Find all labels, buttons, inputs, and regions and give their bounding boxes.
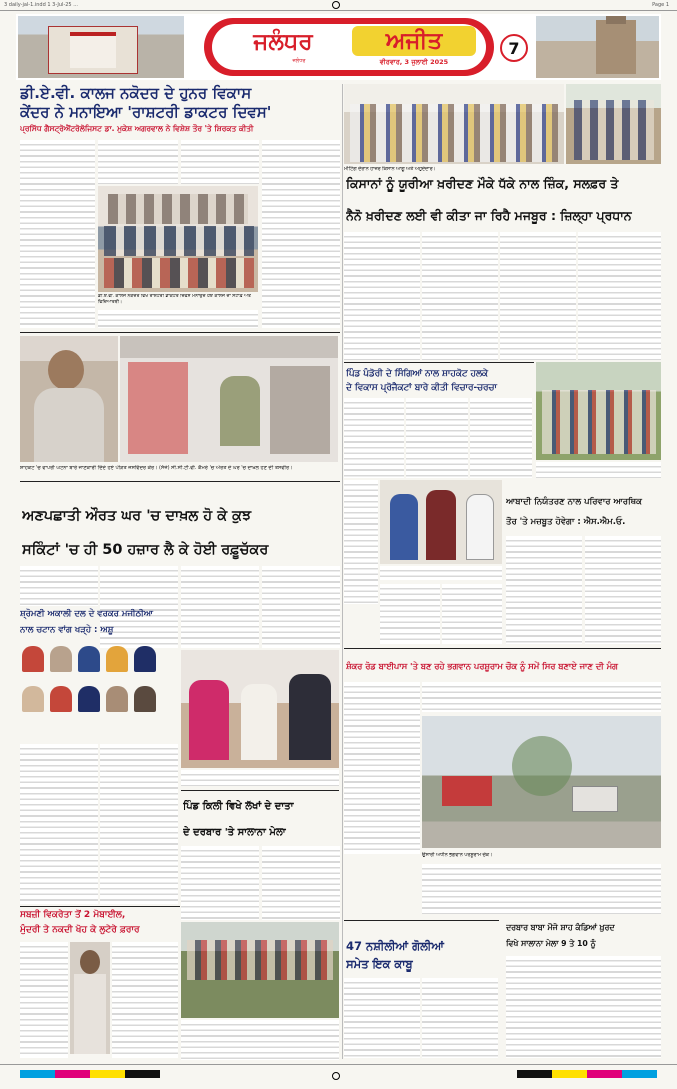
masthead-photo-left (18, 16, 184, 78)
headshot (50, 686, 72, 712)
chowk-body-col1 (344, 682, 420, 854)
dav-body-col2 (98, 140, 178, 184)
theft-headline-line1: ਅਣਪਛਾਤੀ ਔਰਤ ਘਰ 'ਚ ਦਾਖ਼ਲ ਹੋ ਕੇ ਕੁਝ (22, 508, 252, 524)
print-slug: 3 daily-jal-1.indd 1 3-Jul-25 ... (4, 2, 78, 8)
dav-subhead: ਪ੍ਰਸਿੱਧ ਗੈਸਟ੍ਰੋਐਂਟਰੋਲੋਜਿਸਟ ਡਾ. ਮੁਕੇਸ਼ ਅਗਰਵਾਲ ਨੇ ਵਿਸ਼ੇਸ਼ ਤੌਰ 'ਤੇ ਸ਼ਿਰਕਤ ਕੀਤੀ (20, 124, 254, 133)
section-divider (181, 790, 339, 791)
section-divider (20, 481, 340, 482)
cctv-photo (120, 336, 338, 462)
dav-body-col3 (181, 140, 259, 184)
vegetable-body-col2 (112, 942, 178, 1058)
farmers-body-col2 (422, 232, 498, 360)
headshot (22, 686, 44, 712)
theft-photo-caption: ਸ਼ਾਹਕੋਟ 'ਚ ਵਾਪਰੀ ਘਟਨਾ ਬਾਰੇ ਜਾਣਕਾਰੀ ਦਿੰਦੇ ਹੋਏ ਪੀੜਤ ਜਸਵਿੰਦਰ ਕੌਰ। (ਸੱਜੇ) ਸੀ.ਸੀ.ਟੀ.ਵੀ. ਕੈਮਰੇ 'ਚ ਔਰਤ ਦੇ ਘਰ 'ਚ ਦਾਖ਼ਲ ਹੋਣ ਦੀ ਤਸਵੀਰ। (20, 465, 293, 471)
farmers-photo (344, 84, 564, 164)
color-bar (20, 1070, 160, 1078)
dav-body-bottom (98, 310, 258, 328)
akali-body-col1 (20, 744, 98, 904)
theft-headline-line2: ਸਕਿੰਟਾਂ 'ਚ ਹੀ 50 ਹਜ਼ਾਰ ਲੈ ਕੇ ਹੋਈ ਰਫ਼ੂਚੱਕਰ (22, 542, 269, 558)
print-page-ref: Page 1 (652, 2, 669, 8)
vegetable-headline-line2: ਮੁੰਦਰੀ ਤੇ ਨਕਦੀ ਖੋਹ ਕੇ ਲੁਟੇਰੇ ਫ਼ਰਾਰ (20, 925, 140, 935)
vegetable-headline-line1: ਸਬਜ਼ੀ ਵਿਕਰੇਤਾ ਤੋਂ 2 ਮੋਬਾਈਲ, (20, 910, 126, 920)
mela-headline-line2: ਦੇ ਦਰਬਾਰ 'ਤੇ ਸਾਲਾਨਾ ਮੇਲਾ (183, 827, 286, 838)
headshot (106, 646, 128, 672)
dav-body-col1 (20, 140, 95, 328)
farmers-headline-line2: ਨੈਨੋ ਖ਼ਰੀਦਣ ਲਈ ਵੀ ਕੀਤਾ ਜਾ ਰਿਹੈ ਮਜਬੂਰ : ਜ਼ਿਲ੍ਹਾ ਪ੍ਰਧਾਨ (346, 208, 632, 223)
population-body-col1 (506, 536, 582, 644)
prize-caption (181, 770, 339, 786)
mela-body-bottom (181, 1020, 339, 1060)
section-divider (20, 332, 340, 333)
chowk-headline: ਸ਼ੰਕਰ ਰੋਡ ਬਾਈਪਾਸ 'ਤੇ ਬਣ ਰਹੇ ਭਗਵਾਨ ਪਰਸ਼ੂਰਾਮ ਚੌਕ ਨੂੰ ਸਮੇਂ ਸਿਰ ਬਣਾਏ ਜਾਣ ਦੀ ਮੰਗ (346, 661, 618, 671)
baba-headline-line1: ਦਰਬਾਰ ਬਾਬਾ ਮੌਜੋ ਸ਼ਾਹ ਕੰਡਿਆਂ ਖ਼ੁਰਦ (506, 923, 615, 932)
farmers-body-col1 (344, 232, 420, 360)
headshot (78, 646, 100, 672)
print-strip (0, 0, 677, 11)
victim-photo (20, 336, 118, 462)
masthead-city: ਜਲੰਧਰ (253, 28, 313, 55)
baba-body (506, 956, 661, 1058)
color-bar (517, 1070, 657, 1078)
headshot (22, 646, 44, 672)
dav-headline-line2: ਕੇਂਦਰ ਨੇ ਮਨਾਇਆ 'ਰਾਸ਼ਟਰੀ ਡਾਕਟਰ ਦਿਵਸ' (20, 103, 272, 121)
drugs-body-col1 (344, 978, 420, 1058)
punch-body-col3 (470, 398, 532, 478)
meeting-photo-right (536, 362, 661, 460)
dav-photo-caption: ਡੀ.ਏ.ਵੀ. ਕਾਲਜ ਨਕੋਦਰ ਵਿਖੇ ਰਾਸ਼ਟਰੀ ਡਾਕਟਰ ਦਿਵਸ ਮਨਾਉਂਦੇ ਹੋਏ ਕਾਲਜ ਦਾ ਸਟਾਫ਼ ਅਤੇ ਵਿਦਿਆਰਥੀ। (98, 294, 251, 305)
farmers-body-col4 (578, 232, 661, 360)
population-headline-line1: ਆਬਾਦੀ ਨਿਯੰਤਰਣ ਨਾਲ ਪਰਿਵਾਰ ਆਰਥਿਕ (506, 497, 642, 507)
masthead (16, 14, 661, 80)
chowk-photo (422, 716, 661, 848)
section-divider (20, 906, 180, 907)
page-number: 7 (500, 34, 528, 62)
farmers-photo-caption: ਮੀਟਿੰਗ ਦੌਰਾਨ ਹਾਜ਼ਰ ਕਿਸਾਨ ਆਗੂ ਅਤੇ ਅਹੁਦੇਦਾਰ। (344, 167, 436, 172)
akali-headshots (20, 642, 180, 738)
section-divider (344, 362, 534, 363)
registration-mark-icon (332, 1, 340, 9)
vegetable-body-col1 (20, 942, 68, 1058)
masthead-sub: ਜਲੰਧਰ (292, 58, 306, 64)
mela-body-col2 (262, 846, 340, 920)
chowk-photo-caption: ਉਸਾਰੀ ਅਧੀਨ ਭਗਵਾਨ ਪਰਸ਼ੂਰਾਮ ਚੌਕ। (422, 853, 493, 858)
mela-photo (181, 922, 339, 1018)
mela-headline-line1: ਪਿੰਡ ਕਿਲੀ ਵਿਖੇ ਲੱਖਾਂ ਦੇ ਦਾਤਾ (183, 801, 294, 812)
drugs-headline-line1: 47 ਨਸ਼ੀਲੀਆਂ ਗੋਲੀਆਂ (346, 939, 444, 953)
farmers-photo-2 (566, 84, 661, 164)
masthead-photo-right (536, 16, 659, 78)
akali-headline-line1: ਸ਼੍ਰੋਮਣੀ ਅਕਾਲੀ ਦਲ ਦੇ ਵਰਕਰ ਮਜੀਠੀਆ (20, 609, 154, 619)
baba-headline-line2: ਵਿਖੇ ਸਾਲਾਨਾ ਮੇਲਾ 9 ਤੇ 10 ਨੂੰ (506, 939, 596, 948)
punch-body-col2 (406, 398, 468, 478)
farmers-body-col3 (500, 232, 576, 360)
office-body-col2 (442, 584, 502, 644)
meeting-photo-caption (536, 462, 661, 478)
population-headline-line2: ਤੌਰ 'ਤੇ ਮਜ਼ਬੂਤ ਹੋਵੇਗਾ : ਐਸ.ਐਮ.ਓ. (506, 517, 626, 527)
headshot (134, 686, 156, 712)
theft-body-col3 (181, 566, 259, 648)
masthead-paper-name: ਅਜੀਤ (385, 27, 443, 54)
headshot (106, 686, 128, 712)
prize-photo (181, 650, 339, 768)
masthead-date: ਵੀਰਵਾਰ, 3 ਜੁਲਾਈ 2025 (379, 58, 449, 66)
dav-group-photo (98, 186, 258, 292)
population-body-col2 (585, 536, 661, 644)
chowk-body-top (422, 682, 661, 712)
office-body-col1 (380, 584, 440, 644)
farmers-headline-line1: ਕਿਸਾਨਾਂ ਨੂੰ ਯੂਰੀਆ ਖ਼ਰੀਦਣ ਮੌਕੇ ਧੱਕੇ ਨਾਲ ਜ਼ਿੰਕ, ਸਲਫ਼ਰ ਤੇ (346, 176, 619, 191)
office-meeting-caption (380, 566, 502, 580)
headshot (50, 646, 72, 672)
dav-body-col4 (262, 140, 340, 328)
chowk-body-bottom (422, 864, 661, 914)
column-divider (342, 84, 343, 1059)
akali-body-col2 (100, 744, 178, 904)
headshot (78, 686, 100, 712)
registration-mark-icon (332, 1072, 340, 1080)
vegetable-vendor-photo (70, 942, 110, 1054)
meeting-body-side (344, 480, 378, 604)
masthead-logo (204, 18, 494, 76)
theft-body-col1 (20, 566, 98, 606)
headshot (134, 646, 156, 672)
office-meeting-photo (380, 480, 502, 564)
punch-headline-line2: ਦੇ ਵਿਕਾਸ ਪ੍ਰੋਜੈਕਟਾਂ ਬਾਰੇ ਕੀਤੀ ਵਿਚਾਰ-ਚਰਚਾ (346, 383, 497, 393)
section-divider (344, 648, 661, 649)
akali-headline-line2: ਨਾਲ ਚਟਾਨ ਵਾਂਗ ਖੜ੍ਹੇ : ਅਸ਼ੂ (20, 625, 114, 635)
dav-headline-line1: ਡੀ.ਏ.ਵੀ. ਕਾਲਜ ਨਕੋਦਰ ਦੇ ਹੁਨਰ ਵਿਕਾਸ (20, 84, 252, 102)
drugs-body-col2 (422, 978, 498, 1058)
mela-body-col1 (181, 846, 259, 920)
drugs-headline-line2: ਸਮੇਤ ਇਕ ਕਾਬੂ (346, 957, 413, 971)
section-divider (344, 920, 499, 921)
punch-headline-line1: ਪਿੰਡ ਪੰਡੋਰੀ ਦੇ ਸਿੰਗਿਆਂ ਨਾਲ ਸ਼ਾਹਕੋਟ ਹਲਕੇ (346, 369, 488, 379)
theft-body-col4 (262, 566, 340, 648)
punch-body-col1 (344, 398, 404, 478)
bottom-rule (0, 1064, 677, 1065)
